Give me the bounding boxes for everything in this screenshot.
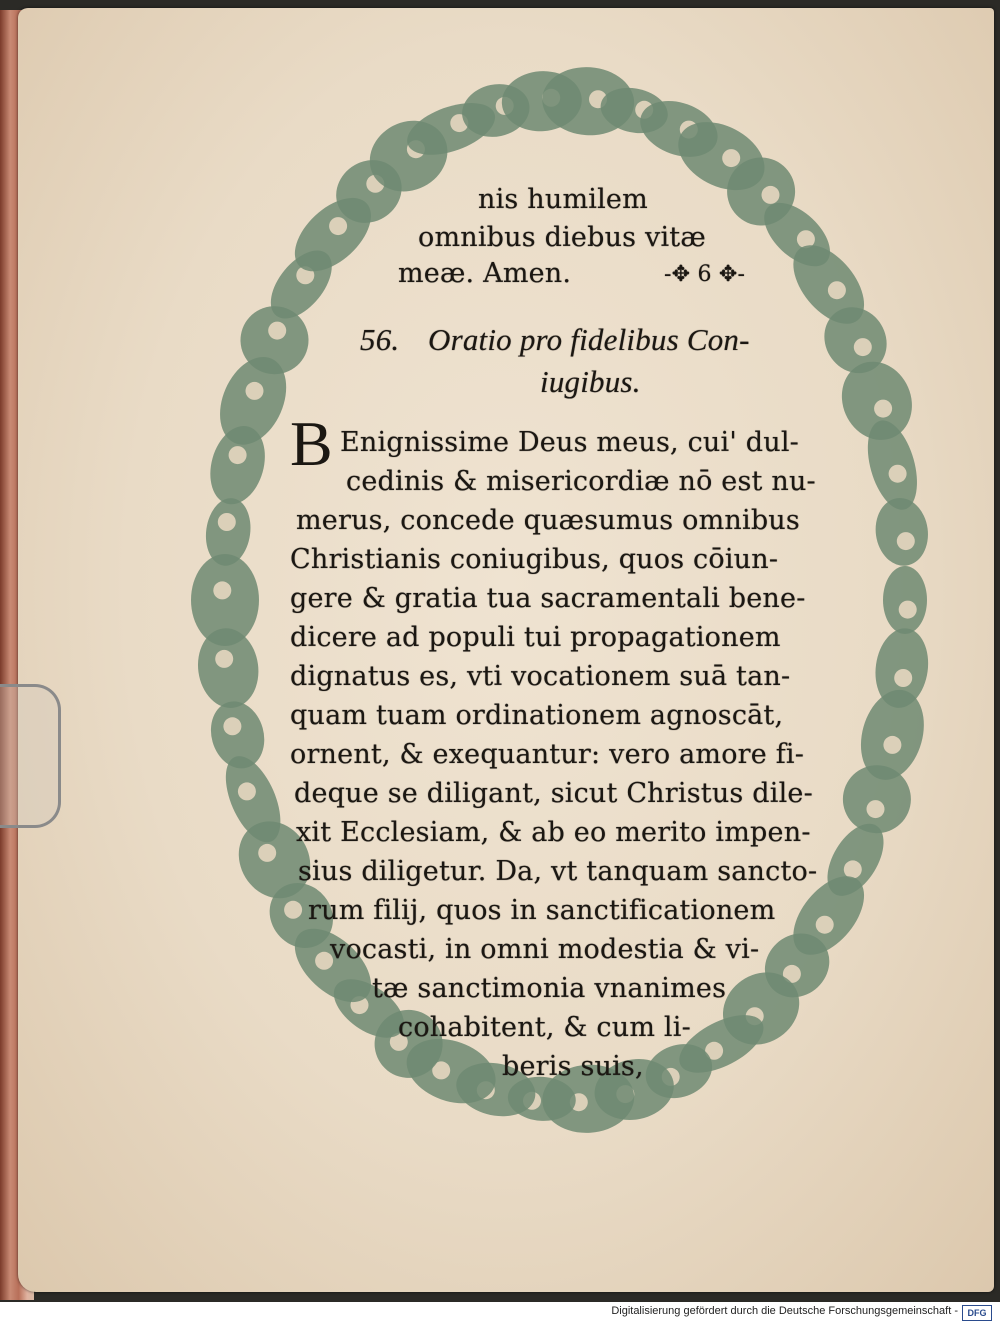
- body-line-17: beris suis,: [502, 1051, 644, 1082]
- body-line-16: cohabitent, & cum li-: [398, 1012, 691, 1043]
- body-line-8: quam tuam ordinationem agnoscāt,: [290, 700, 784, 731]
- body-line-6: dicere ad populi tui propagationem: [290, 622, 781, 653]
- body-line-7: dignatus es, vti vocationem suā tan-: [290, 661, 791, 692]
- continuation-line-1: nis humilem: [478, 184, 648, 215]
- digitization-credit: Digitalisierung gefördert durch die Deutsche Forschungsgemeinschaft -: [611, 1305, 958, 1317]
- body-line-14: vocasti, in omni modestia & vi-: [330, 934, 760, 965]
- body-line-2: cedinis & misericordiæ nō est nu-: [346, 466, 816, 497]
- body-line-15: tæ sanctimonia vnanimes: [372, 973, 727, 1004]
- body-line-12: sius diligetur. Da, vt tanquam sancto-: [298, 856, 818, 887]
- body-line-9: ornent, & exequantur: vero amore fi-: [290, 739, 805, 770]
- ornament-glyph: -✥ 6 ✥-: [664, 262, 746, 287]
- heading-number: 56.: [360, 322, 400, 357]
- body-line-13: rum filij, quos in sanctificationem: [308, 895, 776, 926]
- body-line-5: gere & gratia tua sacramentali bene-: [290, 583, 806, 614]
- body-line-3: merus, concede quæsumus omnibus: [296, 505, 800, 536]
- footer-bar: [0, 1302, 1000, 1322]
- continuation-line-3: meæ. Amen.: [398, 258, 572, 289]
- heading-title-line-1: Oratio pro fidelibus Con-: [428, 322, 750, 357]
- body-line-10: deque se diligant, sicut Christus dile-: [294, 778, 813, 809]
- body-line-4: Christianis coniugibus, quos cōiun-: [290, 544, 779, 575]
- continuation-line-2: omnibus diebus vitæ: [418, 222, 706, 253]
- dfg-logo: DFG: [962, 1305, 992, 1321]
- heading-title-line-2: iugibus.: [540, 364, 641, 399]
- body-line-1: Enignissime Deus meus, cui' dul-: [340, 427, 799, 458]
- body-line-11: xit Ecclesiam, & ab eo merito impen-: [296, 817, 811, 848]
- drop-cap: B: [290, 408, 333, 479]
